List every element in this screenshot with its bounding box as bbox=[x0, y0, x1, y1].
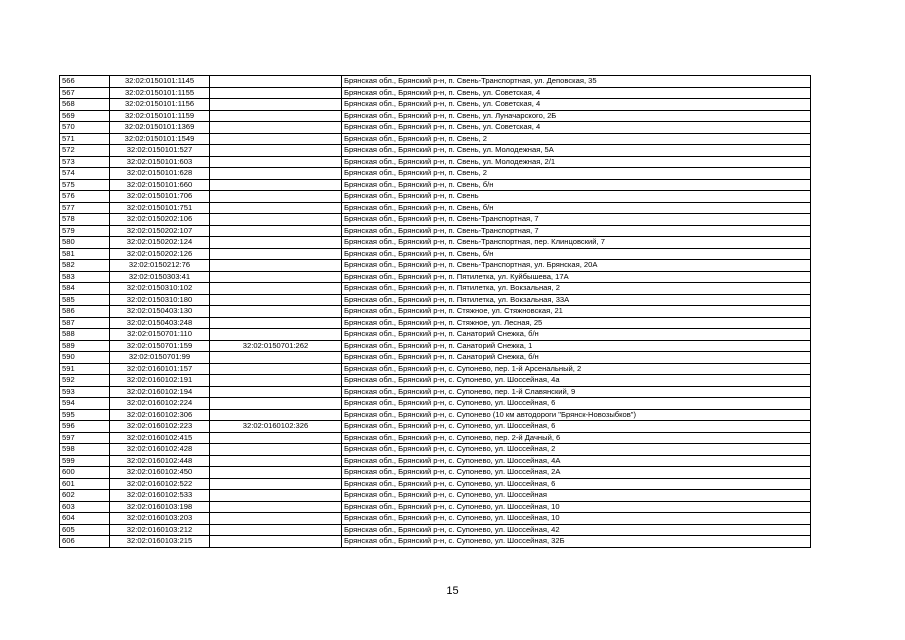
table-row bbox=[60, 156, 811, 168]
row-number-cell: 572 bbox=[60, 145, 110, 157]
row-number-cell: 600 bbox=[60, 467, 110, 479]
address-cell: Брянская обл., Брянский р-н, п. Свень, б/н bbox=[342, 248, 811, 260]
cadastral-number-cell: 32:02:0160103:212 bbox=[110, 524, 210, 536]
related-cadastral-number-cell bbox=[210, 283, 342, 295]
cadastral-number-cell: 32:02:0150101:706 bbox=[110, 191, 210, 203]
address-cell: Брянская обл., Брянский р-н, с. Супонево, ул. Шоссейная, 2 bbox=[342, 444, 811, 456]
related-cadastral-number-cell bbox=[210, 409, 342, 421]
address-cell: Брянская обл., Брянский р-н, п. Свень, ул. Советская, 4 bbox=[342, 99, 811, 111]
related-cadastral-number-cell bbox=[210, 490, 342, 502]
related-cadastral-number-cell bbox=[210, 76, 342, 88]
address-cell: Брянская обл., Брянский р-н, п. Свень-Транспортная, пер. Клинцовский, 7 bbox=[342, 237, 811, 249]
row-number-cell: 605 bbox=[60, 524, 110, 536]
row-number-cell: 599 bbox=[60, 455, 110, 467]
address-cell: Брянская обл., Брянский р-н, с. Супонево, ул. Шоссейная, 42 bbox=[342, 524, 811, 536]
cadastral-number-cell: 32:02:0150101:527 bbox=[110, 145, 210, 157]
table-row bbox=[60, 87, 811, 99]
cadastral-number-cell: 32:02:0160102:448 bbox=[110, 455, 210, 467]
table-row bbox=[60, 375, 811, 387]
address-cell: Брянская обл., Брянский р-н, п. Пятилетка, ул. Вокзальная, 2 bbox=[342, 283, 811, 295]
table-row bbox=[60, 432, 811, 444]
related-cadastral-number-cell bbox=[210, 432, 342, 444]
row-number-cell: 583 bbox=[60, 271, 110, 283]
table-row bbox=[60, 524, 811, 536]
row-number-cell: 588 bbox=[60, 329, 110, 341]
related-cadastral-number-cell: 32:02:0160102:326 bbox=[210, 421, 342, 433]
table-row bbox=[60, 214, 811, 226]
address-cell: Брянская обл., Брянский р-н, п. Свень, ул. Советская, 4 bbox=[342, 87, 811, 99]
row-number-cell: 594 bbox=[60, 398, 110, 410]
row-number-cell: 570 bbox=[60, 122, 110, 134]
address-cell: Брянская обл., Брянский р-н, с. Супонево, ул. Шоссейная, 6 bbox=[342, 421, 811, 433]
related-cadastral-number-cell bbox=[210, 524, 342, 536]
table-row bbox=[60, 122, 811, 134]
address-cell: Брянская обл., Брянский р-н, п. Свень-Транспортная, ул. Деповская, 35 bbox=[342, 76, 811, 88]
cadastral-number-cell: 32:02:0160103:215 bbox=[110, 536, 210, 548]
related-cadastral-number-cell bbox=[210, 386, 342, 398]
related-cadastral-number-cell bbox=[210, 513, 342, 525]
address-cell: Брянская обл., Брянский р-н, п. Санаторий Снежка, 1 bbox=[342, 340, 811, 352]
related-cadastral-number-cell bbox=[210, 260, 342, 272]
row-number-cell: 592 bbox=[60, 375, 110, 387]
cadastral-number-cell: 32:02:0160102:194 bbox=[110, 386, 210, 398]
address-cell: Брянская обл., Брянский р-н, с. Супонево, ул. Шоссейная, 32Б bbox=[342, 536, 811, 548]
row-number-cell: 580 bbox=[60, 237, 110, 249]
table-row bbox=[60, 237, 811, 249]
cadastral-number-cell: 32:02:0150101:1155 bbox=[110, 87, 210, 99]
related-cadastral-number-cell bbox=[210, 87, 342, 99]
related-cadastral-number-cell bbox=[210, 306, 342, 318]
cadastral-number-cell: 32:02:0150701:159 bbox=[110, 340, 210, 352]
row-number-cell: 590 bbox=[60, 352, 110, 364]
cadastral-number-cell: 32:02:0150202:106 bbox=[110, 214, 210, 226]
address-cell: Брянская обл., Брянский р-н, п. Свень-Транспортная, 7 bbox=[342, 225, 811, 237]
row-number-cell: 595 bbox=[60, 409, 110, 421]
table-row bbox=[60, 467, 811, 479]
table-row bbox=[60, 294, 811, 306]
related-cadastral-number-cell bbox=[210, 478, 342, 490]
address-cell: Брянская обл., Брянский р-н, п. Свень, ул. Луначарского, 2Б bbox=[342, 110, 811, 122]
table-row bbox=[60, 536, 811, 548]
related-cadastral-number-cell bbox=[210, 455, 342, 467]
row-number-cell: 596 bbox=[60, 421, 110, 433]
cadastral-number-cell: 32:02:0150303:41 bbox=[110, 271, 210, 283]
table-row bbox=[60, 133, 811, 145]
row-number-cell: 573 bbox=[60, 156, 110, 168]
related-cadastral-number-cell bbox=[210, 191, 342, 203]
related-cadastral-number-cell bbox=[210, 271, 342, 283]
address-cell: Брянская обл., Брянский р-н, с. Супонево, ул. Шоссейная, 6 bbox=[342, 398, 811, 410]
table-row bbox=[60, 386, 811, 398]
row-number-cell: 569 bbox=[60, 110, 110, 122]
related-cadastral-number-cell bbox=[210, 179, 342, 191]
address-cell: Брянская обл., Брянский р-н, с. Супонево, ул. Шоссейная, 2А bbox=[342, 467, 811, 479]
table-body bbox=[60, 76, 811, 548]
table-row bbox=[60, 352, 811, 364]
row-number-cell: 574 bbox=[60, 168, 110, 180]
address-cell: Брянская обл., Брянский р-н, п. Свень bbox=[342, 191, 811, 203]
row-number-cell: 604 bbox=[60, 513, 110, 525]
table-row bbox=[60, 283, 811, 295]
row-number-cell: 597 bbox=[60, 432, 110, 444]
row-number-cell: 582 bbox=[60, 260, 110, 272]
address-cell: Брянская обл., Брянский р-н, п. Свень, б/н bbox=[342, 202, 811, 214]
address-cell: Брянская обл., Брянский р-н, п. Пятилетка, ул. Куйбышева, 17А bbox=[342, 271, 811, 283]
cadastral-number-cell: 32:02:0150212:76 bbox=[110, 260, 210, 272]
related-cadastral-number-cell bbox=[210, 145, 342, 157]
address-cell: Брянская обл., Брянский р-н, п. Свень-Транспортная, 7 bbox=[342, 214, 811, 226]
cadastral-table bbox=[59, 75, 811, 548]
table-row bbox=[60, 260, 811, 272]
related-cadastral-number-cell bbox=[210, 467, 342, 479]
related-cadastral-number-cell bbox=[210, 99, 342, 111]
row-number-cell: 587 bbox=[60, 317, 110, 329]
row-number-cell: 575 bbox=[60, 179, 110, 191]
row-number-cell: 589 bbox=[60, 340, 110, 352]
cadastral-number-cell: 32:02:0150403:248 bbox=[110, 317, 210, 329]
address-cell: Брянская обл., Брянский р-н, п. Свень, 2 bbox=[342, 133, 811, 145]
cadastral-number-cell: 32:02:0150101:1549 bbox=[110, 133, 210, 145]
address-cell: Брянская обл., Брянский р-н, с. Супонево, ул. Шоссейная, 6 bbox=[342, 478, 811, 490]
cadastral-number-cell: 32:02:0160101:157 bbox=[110, 363, 210, 375]
related-cadastral-number-cell bbox=[210, 237, 342, 249]
related-cadastral-number-cell bbox=[210, 225, 342, 237]
related-cadastral-number-cell bbox=[210, 110, 342, 122]
row-number-cell: 579 bbox=[60, 225, 110, 237]
cadastral-number-cell: 32:02:0150310:180 bbox=[110, 294, 210, 306]
cadastral-number-cell: 32:02:0160102:223 bbox=[110, 421, 210, 433]
row-number-cell: 586 bbox=[60, 306, 110, 318]
cadastral-number-cell: 32:02:0160102:224 bbox=[110, 398, 210, 410]
cadastral-number-cell: 32:02:0160103:198 bbox=[110, 501, 210, 513]
related-cadastral-number-cell bbox=[210, 202, 342, 214]
related-cadastral-number-cell bbox=[210, 133, 342, 145]
row-number-cell: 593 bbox=[60, 386, 110, 398]
cadastral-number-cell: 32:02:0150310:102 bbox=[110, 283, 210, 295]
cadastral-number-cell: 32:02:0150701:99 bbox=[110, 352, 210, 364]
row-number-cell: 578 bbox=[60, 214, 110, 226]
address-cell: Брянская обл., Брянский р-н, п. Пятилетка, ул. Вокзальная, 33А bbox=[342, 294, 811, 306]
related-cadastral-number-cell bbox=[210, 156, 342, 168]
table-row bbox=[60, 271, 811, 283]
address-cell: Брянская обл., Брянский р-н, с. Супонево, пер. 1-й Славянский, 9 bbox=[342, 386, 811, 398]
related-cadastral-number-cell bbox=[210, 317, 342, 329]
row-number-cell: 584 bbox=[60, 283, 110, 295]
table-row bbox=[60, 398, 811, 410]
address-cell: Брянская обл., Брянский р-н, с. Супонево, ул. Шоссейная, 4а bbox=[342, 375, 811, 387]
address-cell: Брянская обл., Брянский р-н, п. Свень-Транспортная, ул. Брянская, 20А bbox=[342, 260, 811, 272]
row-number-cell: 566 bbox=[60, 76, 110, 88]
row-number-cell: 567 bbox=[60, 87, 110, 99]
cadastral-number-cell: 32:02:0160102:522 bbox=[110, 478, 210, 490]
table-row bbox=[60, 455, 811, 467]
cadastral-number-cell: 32:02:0150403:130 bbox=[110, 306, 210, 318]
table-row bbox=[60, 490, 811, 502]
related-cadastral-number-cell bbox=[210, 398, 342, 410]
row-number-cell: 602 bbox=[60, 490, 110, 502]
address-cell: Брянская обл., Брянский р-н, п. Свень, ул. Молодежная, 2/1 bbox=[342, 156, 811, 168]
related-cadastral-number-cell bbox=[210, 375, 342, 387]
table-row bbox=[60, 225, 811, 237]
address-cell: Брянская обл., Брянский р-н, п. Санаторий Снежка, б/н bbox=[342, 329, 811, 341]
row-number-cell: 603 bbox=[60, 501, 110, 513]
table-row bbox=[60, 340, 811, 352]
row-number-cell: 577 bbox=[60, 202, 110, 214]
cadastral-number-cell: 32:02:0160102:450 bbox=[110, 467, 210, 479]
cadastral-number-cell: 32:02:0150202:107 bbox=[110, 225, 210, 237]
cadastral-number-cell: 32:02:0150101:1145 bbox=[110, 76, 210, 88]
table-row bbox=[60, 317, 811, 329]
row-number-cell: 585 bbox=[60, 294, 110, 306]
address-cell: Брянская обл., Брянский р-н, с. Супонево, ул. Шоссейная, 10 bbox=[342, 501, 811, 513]
cadastral-number-cell: 32:02:0160102:428 bbox=[110, 444, 210, 456]
related-cadastral-number-cell: 32:02:0150701:262 bbox=[210, 340, 342, 352]
address-cell: Брянская обл., Брянский р-н, с. Супонево, ул. Шоссейная, 10 bbox=[342, 513, 811, 525]
cadastral-number-cell: 32:02:0150202:124 bbox=[110, 237, 210, 249]
table-row bbox=[60, 444, 811, 456]
address-cell: Брянская обл., Брянский р-н, п. Стяжное, ул. Лесная, 25 bbox=[342, 317, 811, 329]
table-row bbox=[60, 363, 811, 375]
table-row bbox=[60, 76, 811, 88]
cadastral-number-cell: 32:02:0160102:191 bbox=[110, 375, 210, 387]
table-row bbox=[60, 329, 811, 341]
table-row bbox=[60, 501, 811, 513]
cadastral-number-cell: 32:02:0160102:306 bbox=[110, 409, 210, 421]
address-cell: Брянская обл., Брянский р-н, с. Супонево (10 км автодороги "Брянск-Новозыбков") bbox=[342, 409, 811, 421]
address-cell: Брянская обл., Брянский р-н, с. Супонево, пер. 2-й Дачный, 6 bbox=[342, 432, 811, 444]
address-cell: Брянская обл., Брянский р-н, с. Супонево, пер. 1-й Арсенальный, 2 bbox=[342, 363, 811, 375]
row-number-cell: 598 bbox=[60, 444, 110, 456]
related-cadastral-number-cell bbox=[210, 168, 342, 180]
table-row bbox=[60, 145, 811, 157]
cadastral-number-cell: 32:02:0160103:203 bbox=[110, 513, 210, 525]
table-row bbox=[60, 99, 811, 111]
table-row bbox=[60, 168, 811, 180]
table-row bbox=[60, 110, 811, 122]
address-cell: Брянская обл., Брянский р-н, п. Стяжное, ул. Стяжновская, 21 bbox=[342, 306, 811, 318]
related-cadastral-number-cell bbox=[210, 363, 342, 375]
row-number-cell: 601 bbox=[60, 478, 110, 490]
cadastral-number-cell: 32:02:0150101:660 bbox=[110, 179, 210, 191]
table-row bbox=[60, 179, 811, 191]
table-row bbox=[60, 478, 811, 490]
cadastral-number-cell: 32:02:0150101:751 bbox=[110, 202, 210, 214]
cadastral-number-cell: 32:02:0160102:415 bbox=[110, 432, 210, 444]
table-row bbox=[60, 191, 811, 203]
address-cell: Брянская обл., Брянский р-н, п. Санаторий Снежка, б/н bbox=[342, 352, 811, 364]
row-number-cell: 591 bbox=[60, 363, 110, 375]
table-row bbox=[60, 202, 811, 214]
cadastral-number-cell: 32:02:0150101:628 bbox=[110, 168, 210, 180]
row-number-cell: 571 bbox=[60, 133, 110, 145]
related-cadastral-number-cell bbox=[210, 248, 342, 260]
related-cadastral-number-cell bbox=[210, 294, 342, 306]
row-number-cell: 576 bbox=[60, 191, 110, 203]
table-row bbox=[60, 421, 811, 433]
page-number: 15 bbox=[446, 585, 459, 597]
cadastral-number-cell: 32:02:0150202:126 bbox=[110, 248, 210, 260]
table-row bbox=[60, 409, 811, 421]
address-cell: Брянская обл., Брянский р-н, п. Свень, 2 bbox=[342, 168, 811, 180]
table-row bbox=[60, 513, 811, 525]
related-cadastral-number-cell bbox=[210, 122, 342, 134]
table-row bbox=[60, 248, 811, 260]
table-row bbox=[60, 306, 811, 318]
address-cell: Брянская обл., Брянский р-н, п. Свень, ул. Советская, 4 bbox=[342, 122, 811, 134]
address-cell: Брянская обл., Брянский р-н, п. Свень, ул. Молодежная, 5А bbox=[342, 145, 811, 157]
related-cadastral-number-cell bbox=[210, 214, 342, 226]
row-number-cell: 606 bbox=[60, 536, 110, 548]
related-cadastral-number-cell bbox=[210, 352, 342, 364]
cadastral-number-cell: 32:02:0150101:1156 bbox=[110, 99, 210, 111]
address-cell: Брянская обл., Брянский р-н, п. Свень, б/н bbox=[342, 179, 811, 191]
cadastral-number-cell: 32:02:0150701:110 bbox=[110, 329, 210, 341]
cadastral-number-cell: 32:02:0160102:533 bbox=[110, 490, 210, 502]
cadastral-number-cell: 32:02:0150101:1159 bbox=[110, 110, 210, 122]
address-cell: Брянская обл., Брянский р-н, с. Супонево, ул. Шоссейная, 4А bbox=[342, 455, 811, 467]
related-cadastral-number-cell bbox=[210, 536, 342, 548]
cadastral-number-cell: 32:02:0150101:1369 bbox=[110, 122, 210, 134]
row-number-cell: 581 bbox=[60, 248, 110, 260]
address-cell: Брянская обл., Брянский р-н, с. Супонево, ул. Шоссейная bbox=[342, 490, 811, 502]
related-cadastral-number-cell bbox=[210, 444, 342, 456]
row-number-cell: 568 bbox=[60, 99, 110, 111]
related-cadastral-number-cell bbox=[210, 329, 342, 341]
cadastral-number-cell: 32:02:0150101:603 bbox=[110, 156, 210, 168]
related-cadastral-number-cell bbox=[210, 501, 342, 513]
